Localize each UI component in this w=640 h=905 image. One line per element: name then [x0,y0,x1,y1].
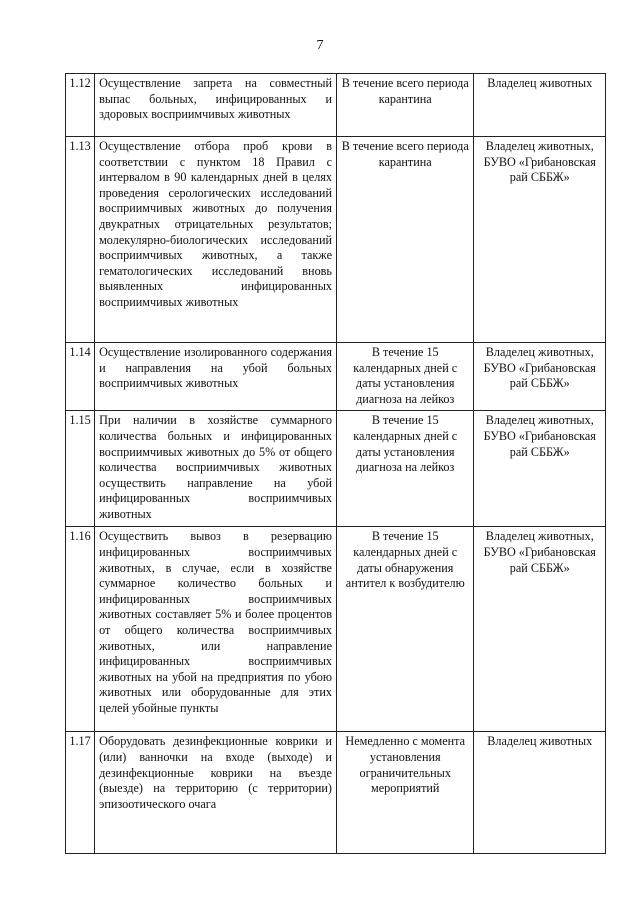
table-row [66,74,606,137]
row-action: Оборудовать дезинфекционные коврики и (или) ванночки на входе (выходе) и дезинфекционные коврики на въезде (выезде) на территорию (с территории) эпизоотического очага [95,732,337,854]
row-responsible: Владелец животных, БУВО «Грибановская рай СББЖ» [474,137,606,343]
table-row [66,137,606,343]
row-action: Осуществление изолированного содержания и направления на убой больных восприимчивых животных [95,343,337,411]
row-term: В течение 15 календарных дней с даты установления диагноза на лейкоз [336,411,474,527]
row-responsible: Владелец животных, БУВО «Грибановская рай СББЖ» [474,411,606,527]
row-number: 1.16 [66,527,95,732]
table-row [66,343,606,411]
row-action: Осуществление запрета на совместный выпас больных, инфицированных и здоровых восприимчивых животных [95,74,337,137]
row-term: В течение 15 календарных дней с даты установления диагноза на лейкоз [336,343,474,411]
table-row [66,527,606,732]
row-action: При наличии в хозяйстве суммарного количества больных и инфицированных восприимчивых животных до 5% от общего количества восприимчивых животных осуществить направление на убой инфицированных восприимчивых животных [95,411,337,527]
row-responsible: Владелец животных [474,74,606,137]
measures-table [65,73,606,854]
table-row [66,411,606,527]
page-number: 7 [316,38,324,53]
row-action: Осуществить вывоз в резервацию инфицированных восприимчивых животных, в случае, если в хозяйстве суммарное количество больных и инфицированных восприимчивых животных составляет 5% и более процентов от общего количества восприимчивых животных, или направление инфицированных восприимчивых животных на убой на предприятия по убою животных или оборудованные для этих целей убойные пункты [95,527,337,732]
row-responsible: Владелец животных, БУВО «Грибановская рай СББЖ» [474,343,606,411]
row-number: 1.17 [66,732,95,854]
row-action: Осуществление отбора проб крови в соответствии с пунктом 18 Правил с интервалом в 90 календарных дней в целях проведения серологических исследований восприимчивых животных до получения двукратных отрицательных результатов; молекулярно-биологических исследований восприимчивых животных, а также гематологических исследований вновь выявленных инфицированных восприимчивых животных [95,137,337,343]
row-number: 1.12 [66,74,95,137]
row-number: 1.15 [66,411,95,527]
row-term: В течение всего периода карантина [336,74,474,137]
row-number: 1.13 [66,137,95,343]
row-term: В течение всего периода карантина [336,137,474,343]
row-number: 1.14 [66,343,95,411]
row-term: Немедленно с момента установления ограничительных мероприятий [336,732,474,854]
row-responsible: Владелец животных [474,732,606,854]
row-term: В течение 15 календарных дней с даты обнаружения антител к возбудителю [336,527,474,732]
table-row [66,732,606,854]
row-responsible: Владелец животных, БУВО «Грибановская рай СББЖ» [474,527,606,732]
